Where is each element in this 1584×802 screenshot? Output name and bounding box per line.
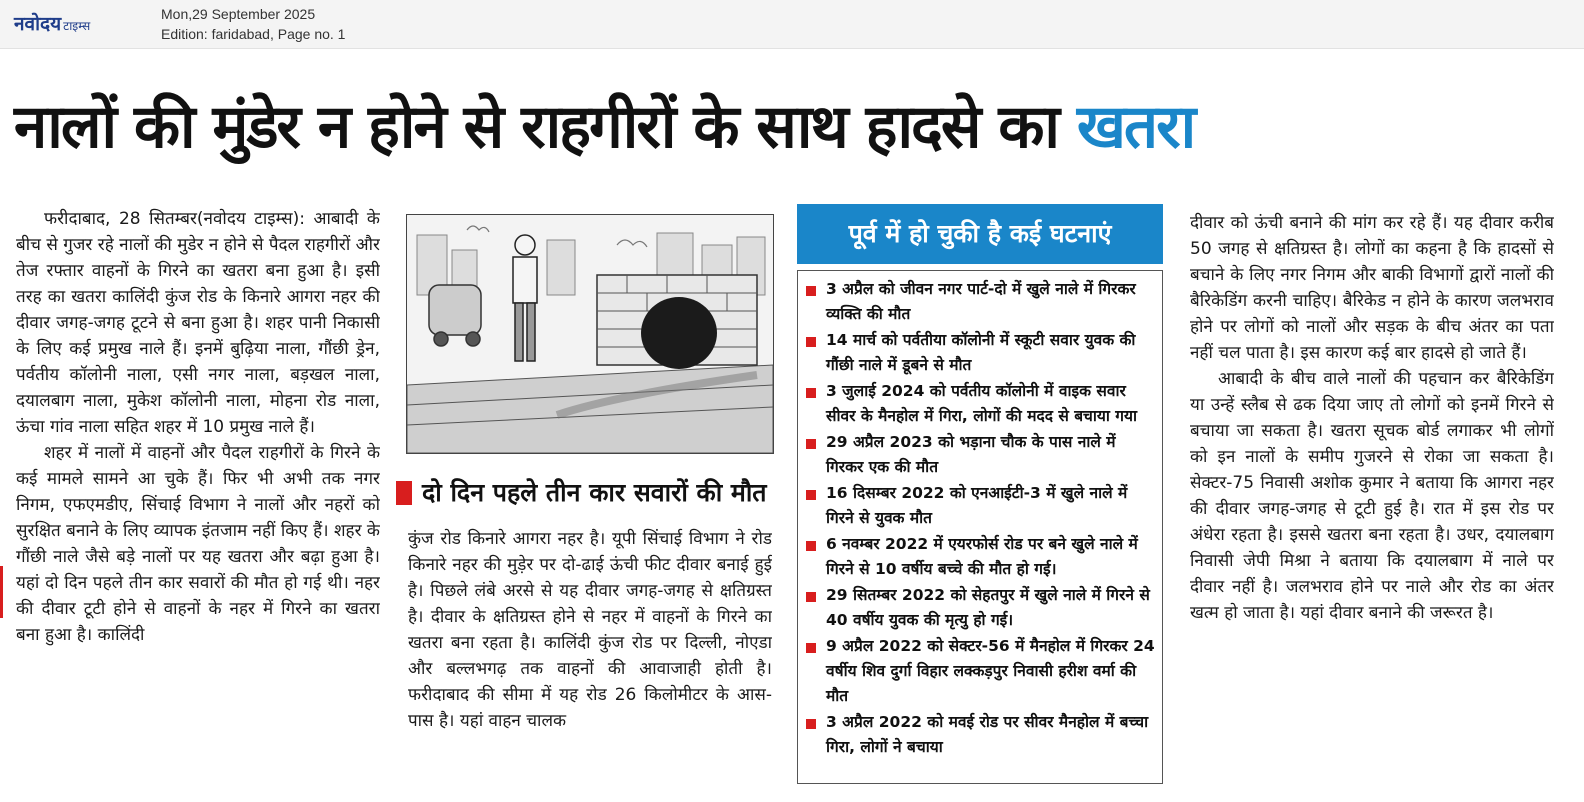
subheading-text: दो दिन पहले तीन कार सवारों की मौत (422, 478, 767, 507)
incident-item (804, 481, 1158, 531)
red-square-bullet-icon (806, 541, 816, 551)
article-column-1 (16, 206, 380, 786)
incident-item (804, 430, 1158, 480)
sidebar-title: पूर्व में हो चुकी है कई घटनाएं (797, 204, 1163, 264)
edge-marker (0, 566, 3, 618)
red-square-bullet-icon (806, 439, 816, 449)
incident-text: 9 अप्रैल 2022 को सेक्टर-56 में मैनहोल में गिरकर 24 वर्षीय शिव दुर्गा विहार लक्कड़पुर निवासी हरीश वर्मा की मौत (826, 637, 1155, 705)
incident-text: 16 दिसम्बर 2022 को एनआईटी-3 में खुले नाले में गिरने से युवक मौत (826, 484, 1128, 527)
red-square-bullet-icon (806, 337, 816, 347)
logo-main-text: नवोदय (14, 13, 62, 35)
edition-meta (161, 4, 345, 44)
incident-item (804, 532, 1158, 582)
article-column-3 (1190, 210, 1554, 790)
logo-sub-text: टाइम्स (63, 19, 91, 33)
incident-item (804, 328, 1158, 378)
incidents-sidebar (797, 204, 1163, 782)
red-square-bullet-icon (806, 286, 816, 296)
incident-text: 29 अप्रैल 2023 को भड़ाना चौक के पास नाले में गिरकर एक की मौत (826, 433, 1116, 476)
incident-item (804, 710, 1158, 760)
article-headline (14, 72, 1574, 182)
column3-paragraph: आबादी के बीच वाले नालों की पहचान कर बैरिकेडिंग या उन्हें स्लैब से ढक दिया जाए तो लोगों को इनमें गिरने से बचाया जा सकता है। खतरा सूचक बोर्ड लगाकर भी लोगों को इन नालों के समीप गुजरने से रोका जा सकता है। सेक्टर-75 निवासी अशोक कुमार ने बताया कि आगरा नहर की दीवार जगह-जगह से टूटी हुई है। रात में इस रोड पर अंधेरा रहता है। इससे खतरा बना रहता है। उधर, दयालबाग निवासी जेपी मिश्रा ने बताया कि दयालबाग में नाले पर दीवार नहीं है। जलभराव होने पर नाले और रोड का अंतर खत्म हो जाता है। यहां दीवार बनाने की जरूरत है। (1190, 369, 1554, 623)
top-bar (0, 0, 1584, 49)
column1-paragraph: फरीदाबाद, 28 सितम्बर(नवोदय टाइम्स): आबादी के बीच से गुजर रहे नालों की मुडेर न होने से पैदल राहगीरों और तेज रफ्तार वाहनों के गिरने का खतरा बना हुआ है। इसी तरह का खतरा कालिंदी कुंज रोड के किनारे आगरा नहर की दीवार जगह-जगह टूटने से बना हुआ है। शहर पानी निकासी के लिए कई प्रमुख नाले हैं। इनमें बुढ़िया नाला, गौंछी ड्रेन, पर्वतीय कॉलोनी नाला, एसी नगर नाला, बड़खल नाला, दयालबाग नाला, मुकेश कॉलोनी नाला, मोहना रोड नाला, ऊंचा गांव नाला सहित शहर में 10 प्रमुख नाले हैं। (16, 209, 380, 437)
red-square-bullet-icon (806, 643, 816, 653)
incident-item (804, 379, 1158, 429)
incident-text: 3 जुलाई 2024 को पर्वतीय कॉलोनी में वाइक सवार सीवर के मैनहोल में गिरा, लोगों की मदद से बचाया गया (826, 382, 1138, 425)
red-square-bullet-icon (806, 719, 816, 729)
incident-text: 6 नवम्बर 2022 में एयरफोर्स रोड पर बने खुले नाले में गिरने से 10 वर्षीय बच्चे की मौत हो गई। (826, 535, 1138, 578)
article-illustration (406, 214, 774, 454)
sidebar-list-box (797, 270, 1163, 784)
red-square-bullet-icon (806, 592, 816, 602)
incident-text: 29 सितम्बर 2022 को सेहतपुर में खुले नाले में गिरने से 40 वर्षीय युवक की मृत्यु हो गई। (826, 586, 1150, 629)
subheading (396, 470, 780, 516)
incident-text: 3 अप्रैल 2022 को मवई रोड पर सीवर मैनहोल में बच्चा गिरा, लोगों ने बचाया (826, 713, 1149, 756)
incident-text: 3 अप्रैल को जीवन नगर पार्ट-दो में खुले नाले में गिरकर व्यक्ति की मौत (826, 280, 1136, 323)
incident-text: 14 मार्च को पर्वतीया कॉलोनी में स्कूटी सवार युवक की गौंछी नाले में डूबने से मौत (826, 331, 1136, 374)
edition-date: Mon,29 September 2025 (161, 6, 316, 22)
newspaper-logo[interactable] (14, 10, 90, 36)
red-square-bullet-icon (806, 388, 816, 398)
edition-info: Edition: faridabad, Page no. 1 (161, 26, 346, 42)
red-square-bullet-icon (806, 490, 816, 500)
headline-highlight: खतरा (1076, 92, 1195, 162)
red-square-bullet-icon (396, 481, 412, 505)
broken-canal-wall-illustration-icon (407, 215, 773, 453)
incident-item (804, 583, 1158, 633)
column2-paragraph: कुंज रोड किनारे आगरा नहर है। यूपी सिंचाई विभाग ने रोड किनारे नहर की मुडे़र पर दो-ढाई ऊंची फीट दीवार बनाई हुई है। पिछले लंबे अरसे से यह दीवार जगह-जगह से क्षतिग्रस्त है। दीवार के क्षतिग्रस्त होने से नहर में वाहनों के गिरने का खतरा बना रहता है। कालिंदी कुंज रोड पर दिल्ली, नोएडा और बल्लभगढ़ तक वाहनों की आवाजाही होती है। फरीदाबाद की सीमा में यह रोड 26 किलोमीटर के आस-पास है। यहां वाहन चालक (408, 529, 772, 731)
incident-item (804, 277, 1158, 327)
column3-paragraph: दीवार को ऊंची बनाने की मांग कर रहे हैं। यह दीवार करीब 50 जगह से क्षतिग्रस्त है। लोगों का कहना है कि हादसों से बचाने के लिए नगर निगम और बाकी विभागों द्वारों नालों की बैरिकेडिंग करनी चाहिए। बैरिकेड न होने के कारण जलभराव होने पर लोगों को नालों और सड़क के बीच अंतर का पता नहीं चल पाता है। इस कारण कई बार हादसे हो जाते हैं। (1190, 213, 1554, 363)
article-column-2 (408, 526, 772, 786)
column1-paragraph: शहर में नालों में वाहनों और पैदल राहगीरों के गिरने के कई मामले सामने आ चुके हैं। फिर भी अभी तक नगर निगम, एफएमडीए, सिंचाई विभाग ने नालों और नहरों को सुरक्षित बनाने के लिए व्यापक इंतजाम नहीं किए हैं। शहर के गौंछी नाले जैसे बड़े नालों पर यह खतरा और बढ़ा हुआ है। यहां दो दिन पहले तीन कार सवारों की मौत हो गई थी। नहर की दीवार टूटी होने से वाहनों के नहर में गिरने का खतरा बना हुआ है। कालिंदी (16, 443, 380, 645)
incident-item (804, 634, 1158, 709)
headline-main: नालों की मुंडेर न होने से राहगीरों के साथ हादसे का (14, 92, 1077, 162)
incident-list (798, 271, 1162, 760)
